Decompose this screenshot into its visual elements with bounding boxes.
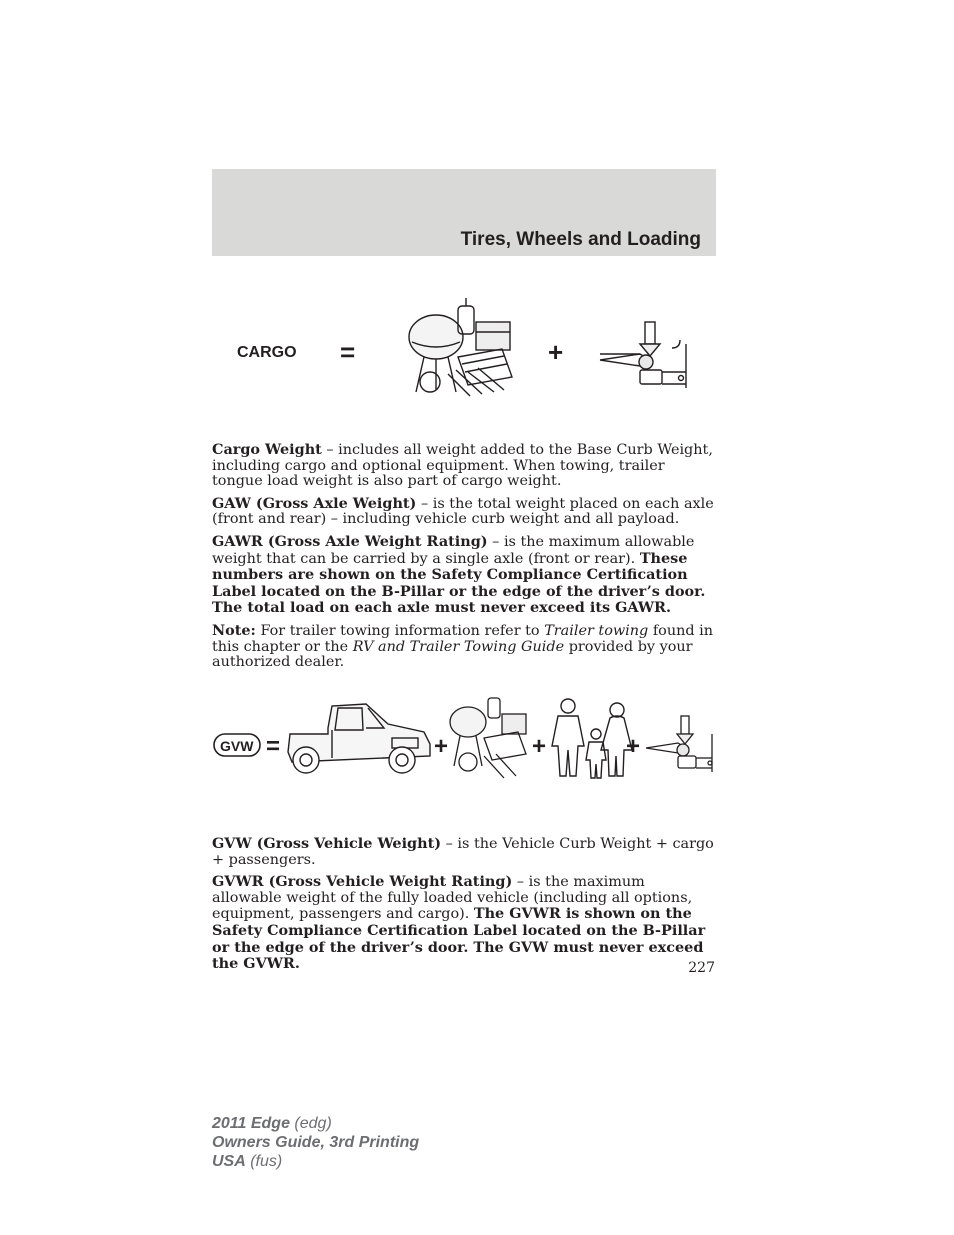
gawr-paragraph — [212, 534, 718, 617]
passengers-icon — [552, 699, 632, 778]
equals-sign: = — [266, 733, 281, 760]
section-title: Tires, Wheels and Loading — [460, 229, 701, 250]
trailer-towing-reference[interactable]: Trailer towing — [544, 622, 649, 639]
footer-market: USA — [212, 1153, 246, 1170]
plus-sign: + — [626, 733, 641, 760]
gvwr-warning: The GVWR is shown on the Safety Compliance Certification Label located on the B-Pillar or the edge of the driver’s door. The GVW must never exceed the GVWR. — [212, 905, 706, 973]
cargo-weight-term: Cargo Weight — [212, 441, 322, 458]
trailer-hitch-icon — [646, 716, 712, 772]
cargo-label: CARGO — [237, 344, 297, 361]
gawr-term: GAWR (Gross Axle Weight Rating) — [212, 532, 488, 550]
gvwr-text: – is the maximum allowable weight of the fully loaded vehicle (including all options, equipment, passengers and cargo). — [212, 874, 693, 923]
plus-sign: + — [434, 733, 449, 760]
gaw-text: – is the total weight placed on each axle (front and rear) – including vehicle curb weight and all payload. — [212, 495, 714, 528]
gvw-text: – is the Vehicle Curb Weight + cargo + passengers. — [212, 836, 714, 868]
footer-market-code: (fus) — [245, 1153, 283, 1170]
footer-printing: Owners Guide, 3rd Printing — [212, 1134, 420, 1151]
footer-market-line — [212, 1152, 419, 1171]
header-band — [212, 169, 716, 256]
gvwr-term: GVWR (Gross Vehicle Weight Rating) — [212, 873, 513, 891]
note-text-3: provided by your authorized dealer. — [212, 638, 693, 671]
gvwr-paragraph — [212, 874, 718, 973]
gvw-paragraph — [212, 836, 718, 868]
towing-guide-reference[interactable]: RV and Trailer Towing Guide — [352, 638, 565, 655]
gaw-paragraph — [212, 496, 718, 528]
gawr-warning: These numbers are shown on the Safety Compliance Certification Label located on the B-Pillar or the edge of the driver’s door. The total load on each axle must never exceed its GAWR. — [212, 549, 706, 617]
cargo-items-icon — [450, 698, 526, 778]
gaw-term: GAW (Gross Axle Weight) — [212, 494, 417, 512]
gvw-badge — [214, 734, 260, 756]
pickup-truck-icon — [288, 704, 430, 773]
note-text-2: found in this chapter or the — [212, 622, 714, 655]
trailer-hitch-icon — [600, 322, 686, 388]
cargo-definitions — [212, 442, 718, 677]
plus-sign: + — [548, 337, 564, 367]
gawr-text: – is the maximum allowable weight that can be carried by a single axle (front or rear). — [212, 533, 695, 567]
cargo-items-icon — [409, 298, 512, 396]
note-label: Note: — [212, 621, 256, 639]
note-text-1: For trailer towing information refer to — [255, 622, 545, 639]
gvw-term: GVW (Gross Vehicle Weight) — [212, 835, 442, 852]
footer-model-code: (edg) — [289, 1115, 332, 1132]
gvw-equation-figure — [212, 690, 716, 790]
gvw-definitions — [212, 836, 718, 979]
equals-sign: = — [340, 337, 356, 367]
cargo-equation-figure — [212, 292, 716, 402]
gvw-label: GVW — [220, 738, 254, 754]
footer-model-line — [212, 1114, 419, 1133]
footer-model: 2011 Edge — [212, 1115, 290, 1132]
cargo-weight-text: – includes all weight added to the Base Curb Weight, including cargo and optional equipment. When towing, trailer tongue load weight is also part of cargo weight. — [212, 442, 713, 490]
cargo-weight-paragraph — [212, 442, 718, 490]
note-paragraph — [212, 623, 718, 671]
page-number: 227 — [688, 960, 715, 976]
plus-sign: + — [532, 733, 547, 760]
document-footer — [212, 1114, 419, 1171]
